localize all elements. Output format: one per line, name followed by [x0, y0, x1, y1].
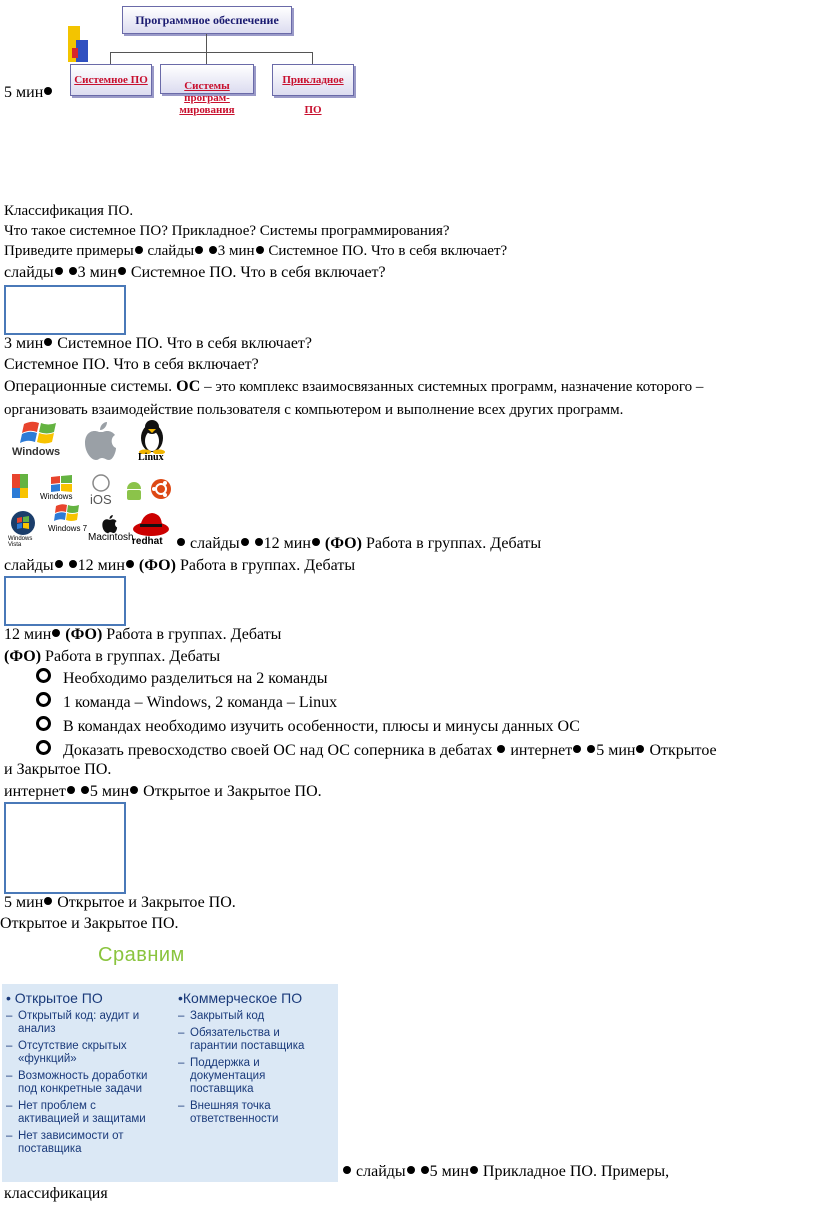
windows-versions-icon: Windows: [10, 472, 80, 506]
list-item: В командах необходимо изучить особенности, плюсы и минусы данных ОС: [36, 716, 580, 736]
bullet-dot-icon: [44, 87, 52, 95]
windows7-logo-icon: Windows 7: [48, 502, 88, 536]
text-line: слайды 12 мин (ФО) Работа в группах. Дебаты: [4, 557, 356, 574]
windows-logo-icon: Windows: [12, 420, 64, 460]
text-line: 5 мин: [4, 84, 53, 102]
linux-tux-icon: Linux: [136, 418, 172, 466]
slide-title: Сравним: [98, 944, 185, 966]
android-logo-icon: [124, 480, 144, 504]
org-decor-3: [72, 48, 78, 58]
list-item: – Отсутствие скрытых «функций»: [6, 1040, 178, 1066]
text-line: слайды 5 мин Прикладное ПО. Примеры,: [342, 1163, 669, 1181]
ubuntu-logo-icon: [150, 478, 174, 506]
text-line: Что такое системное ПО? Прикладное? Системы программирования?: [4, 223, 450, 239]
text-line: слайды 12 мин (ФО) Работа в группах. Дебаты: [176, 535, 541, 553]
text-line: 3 мин Системное ПО. Что в себя включает?: [4, 335, 313, 352]
text-line: Классификация ПО.: [4, 203, 134, 219]
list-item: – Открытый код: аудит и анализ: [6, 1010, 178, 1036]
list-item: Доказать превосходство своей ОС над ОС соперника в дебатах интернет 5 мин Открытое: [36, 740, 717, 760]
list-item: – Поддержка и документация поставщика: [178, 1057, 336, 1096]
apple-logo-icon: [82, 420, 116, 462]
list-item: – Обязательства и гарантии поставщика: [178, 1027, 336, 1053]
text-line: Операционные системы. ОС – это комплекс взаимосвязанных системных программ, назначение которого –: [4, 378, 704, 395]
org-root: Программное обеспечение: [122, 6, 292, 34]
placeholder-frame: [4, 576, 126, 626]
text-line: и Закрытое ПО.: [4, 761, 112, 778]
text-line: Системное ПО. Что в себя включает?: [4, 356, 259, 373]
ring-bullet-icon: [36, 692, 51, 707]
text-line: Открытое и Закрытое ПО.: [0, 915, 179, 932]
text-line: организовать взаимодействие пользователя с компьютером и выполнение всех других программ.: [4, 402, 624, 418]
text-line: (ФО) Работа в группах. Дебаты: [4, 648, 221, 665]
text-line: интернет 5 мин Открытое и Закрытое ПО.: [4, 783, 322, 800]
list-item: 1 команда – Windows, 2 команда – Linux: [36, 692, 337, 712]
open-software-heading: • Открытое ПО: [6, 990, 103, 1006]
ring-bullet-icon: [36, 716, 51, 731]
commercial-software-heading: •Коммерческое ПО: [178, 990, 303, 1006]
list-item: – Внешняя точка ответственности: [178, 1100, 336, 1126]
text-line: классификация: [4, 1185, 108, 1202]
open-software-column: [6, 990, 178, 1160]
text-line: 12 мин (ФО) Работа в группах. Дебаты: [4, 626, 282, 643]
ring-bullet-icon: [36, 668, 51, 683]
org-child-applied: Прикладное ПО: [272, 64, 354, 96]
macintosh-logo-icon: Macintosh: [88, 514, 138, 548]
redhat-logo-icon: redhat: [132, 510, 174, 550]
compare-slide-image: [2, 984, 338, 1182]
ios-logo-icon: iOS: [90, 474, 116, 510]
ring-bullet-icon: [36, 740, 51, 755]
text-line: 5 мин Открытое и Закрытое ПО.: [4, 894, 236, 911]
list-item: – Закрытый код: [178, 1010, 336, 1023]
placeholder-frame: [4, 285, 126, 335]
windows-vista-icon: Windows Vista: [10, 510, 46, 544]
list-item: Необходимо разделиться на 2 команды: [36, 668, 328, 688]
list-item: – Возможность доработки под конкретные задачи: [6, 1070, 178, 1096]
commercial-software-column: [178, 990, 336, 1130]
os-logos-image: [8, 418, 174, 552]
list-item: – Нет проблем с активацией и защитами: [6, 1100, 178, 1126]
list-item: – Нет зависимости от поставщика: [6, 1130, 178, 1156]
text-line: слайды 3 мин Системное ПО. Что в себя включает?: [4, 264, 386, 281]
placeholder-frame: [4, 802, 126, 894]
org-child-programming: Системы програм- мирования: [160, 64, 254, 94]
org-child-system: Системное ПО: [70, 64, 152, 96]
text-line: Приведите примеры слайды 3 мин Системное ПО. Что в себя включает?: [4, 243, 508, 259]
